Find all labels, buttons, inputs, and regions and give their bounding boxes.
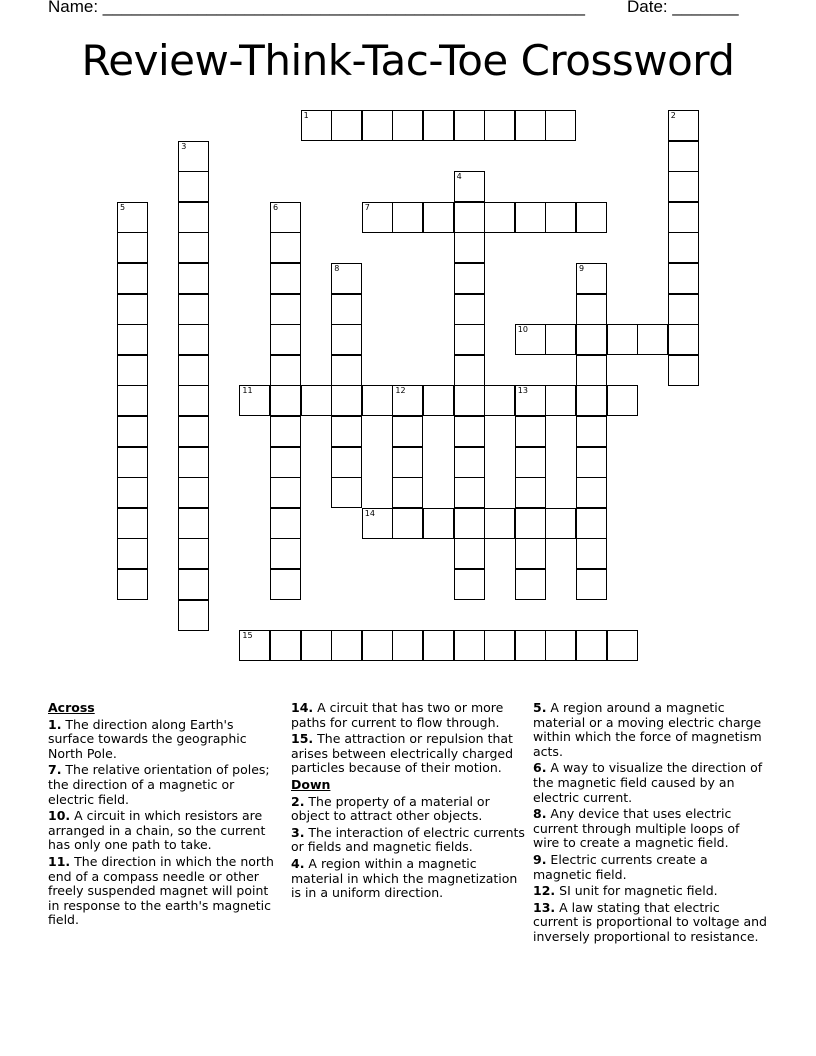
crossword-cell[interactable] <box>454 569 485 600</box>
clue-item-text: The direction in which the north end of a compass needle or other freely suspended magnet will point in response to the earth's magnetic field. <box>48 853 274 928</box>
clue-item-text: A region within a magnetic material in which the magnetization is in a uniform direction. <box>291 855 518 901</box>
crossword-cell[interactable] <box>331 447 362 478</box>
crossword-cell[interactable] <box>515 630 546 661</box>
crossword-cell[interactable] <box>515 324 546 355</box>
clue-number: 3 <box>181 141 187 151</box>
down-heading: Down <box>291 776 331 792</box>
crossword-cell[interactable] <box>178 171 209 202</box>
crossword-cell[interactable] <box>331 324 362 355</box>
crossword-cell[interactable] <box>576 385 607 416</box>
crossword-cell[interactable] <box>576 477 607 508</box>
crossword-cell[interactable] <box>484 385 515 416</box>
crossword-cell[interactable] <box>392 110 423 141</box>
crossword-cell[interactable] <box>117 202 148 233</box>
crossword-cell[interactable] <box>270 324 301 355</box>
clue-number: 13 <box>517 386 528 396</box>
clue-item-number: 10. <box>48 808 71 824</box>
clue-number: 15 <box>242 631 253 641</box>
crossword-cell[interactable] <box>392 630 423 661</box>
date-field-label: Date: _______ <box>627 0 739 16</box>
clue-item-number: 15. <box>291 731 314 747</box>
crossword-cell[interactable] <box>270 447 301 478</box>
crossword-cell[interactable] <box>423 385 454 416</box>
clue-item <box>291 701 526 730</box>
clue-item-text: The property of a material or object to attract other objects. <box>291 793 490 824</box>
crossword-cell[interactable] <box>270 385 301 416</box>
crossword-cell[interactable] <box>668 232 699 263</box>
crossword-cell[interactable] <box>270 355 301 386</box>
clue-item <box>533 884 768 899</box>
clue-item-number: 4. <box>291 855 305 871</box>
crossword-cell[interactable] <box>117 538 148 569</box>
clue-item-text: The direction along Earth's surface towards the geographic North Pole. <box>48 716 247 761</box>
crossword-cell[interactable] <box>392 508 423 539</box>
crossword-cell[interactable] <box>454 294 485 325</box>
crossword-cell[interactable] <box>668 110 699 141</box>
crossword-cell[interactable] <box>454 263 485 294</box>
clue-item-number: 6. <box>533 760 547 776</box>
crossword-cell[interactable] <box>545 110 576 141</box>
clue-item <box>533 701 768 759</box>
clue-item <box>291 826 526 855</box>
crossword-cell[interactable] <box>331 294 362 325</box>
crossword-cell[interactable] <box>545 202 576 233</box>
crossword-cell[interactable] <box>454 110 485 141</box>
crossword-cell[interactable] <box>117 569 148 600</box>
crossword-cell[interactable] <box>301 630 332 661</box>
crossword-cell[interactable] <box>668 263 699 294</box>
clue-item-number: 13. <box>533 899 556 915</box>
crossword-cell[interactable] <box>362 385 393 416</box>
clue-item <box>48 809 283 853</box>
clue-item-text: The interaction of electric currents or fields and magnetic fields. <box>291 824 525 855</box>
crossword-cell[interactable] <box>576 447 607 478</box>
clue-item-number: 3. <box>291 824 305 840</box>
clue-item-number: 1. <box>48 716 62 732</box>
crossword-cell[interactable] <box>178 141 209 172</box>
crossword-cell[interactable] <box>545 508 576 539</box>
crossword-cell[interactable] <box>331 110 362 141</box>
crossword-cell[interactable] <box>576 538 607 569</box>
page-title: Review-Think-Tac-Toe Crossword <box>81 36 735 85</box>
clue-item-text: Electric currents create a magnetic field. <box>533 851 708 882</box>
crossword-cell[interactable] <box>331 263 362 294</box>
clue-item-number: 5. <box>533 700 547 715</box>
clue-item-number: 14. <box>291 700 314 715</box>
crossword-cell[interactable] <box>423 110 454 141</box>
clue-item <box>48 718 283 762</box>
crossword-cell[interactable] <box>270 630 301 661</box>
crossword-cell[interactable] <box>454 324 485 355</box>
clue-column-2 <box>291 701 526 903</box>
clue-item <box>48 763 283 807</box>
name-field-label: Name: ___________________________________________________ <box>48 0 585 16</box>
clue-item <box>291 857 526 901</box>
crossword-cell[interactable] <box>454 508 485 539</box>
clue-item-text: A way to visualize the direction of the magnetic field caused by an electric current. <box>533 760 763 805</box>
across-heading: Across <box>48 700 95 715</box>
crossword-cell[interactable] <box>392 416 423 447</box>
crossword-cell[interactable] <box>515 202 546 233</box>
crossword-cell[interactable] <box>484 110 515 141</box>
crossword-cell[interactable] <box>576 263 607 294</box>
crossword-cell[interactable] <box>515 110 546 141</box>
crossword-cell[interactable] <box>331 355 362 386</box>
crossword-cell[interactable] <box>301 110 332 141</box>
crossword-cell[interactable] <box>545 324 576 355</box>
clue-number: 12 <box>395 386 406 396</box>
clue-number: 6 <box>273 202 279 212</box>
clue-item <box>533 901 768 945</box>
crossword-cell[interactable] <box>117 385 148 416</box>
crossword-cell[interactable] <box>178 600 209 631</box>
crossword-cell[interactable] <box>515 416 546 447</box>
crossword-cell[interactable] <box>392 477 423 508</box>
clue-number: 1 <box>303 111 309 120</box>
crossword-cell[interactable] <box>362 630 393 661</box>
crossword-cell[interactable] <box>331 416 362 447</box>
crossword-cell[interactable] <box>454 385 485 416</box>
crossword-cell[interactable] <box>117 447 148 478</box>
clue-item <box>48 855 283 928</box>
crossword-cell[interactable] <box>117 508 148 539</box>
clue-item-text: SI unit for magnetic field. <box>555 883 718 899</box>
crossword-cell[interactable] <box>270 538 301 569</box>
crossword-cell[interactable] <box>454 538 485 569</box>
clue-column-3 <box>533 701 768 947</box>
crossword-cell[interactable] <box>362 202 393 233</box>
clue-item-text: A circuit that has two or more paths for current to flow through. <box>291 700 504 730</box>
crossword-cell[interactable] <box>515 538 546 569</box>
crossword-cell[interactable] <box>515 385 546 416</box>
crossword-cell[interactable] <box>607 385 638 416</box>
crossword-cell[interactable] <box>576 202 607 233</box>
crossword-cell[interactable] <box>331 630 362 661</box>
crossword-cell[interactable] <box>515 508 546 539</box>
crossword-cell[interactable] <box>576 416 607 447</box>
crossword-cell[interactable] <box>515 447 546 478</box>
crossword-cell[interactable] <box>484 508 515 539</box>
crossword-cell[interactable] <box>117 355 148 386</box>
crossword-cell[interactable] <box>270 569 301 600</box>
clue-item-number: 7. <box>48 762 62 778</box>
crossword-cell[interactable] <box>668 202 699 233</box>
crossword-cell[interactable] <box>668 355 699 386</box>
crossword-cell[interactable] <box>576 355 607 386</box>
crossword-cell[interactable] <box>668 324 699 355</box>
clue-column-1 <box>48 701 283 930</box>
crossword-cell[interactable] <box>454 171 485 202</box>
crossword-cell[interactable] <box>178 324 209 355</box>
crossword-cell[interactable] <box>637 324 668 355</box>
clue-number: 2 <box>670 111 676 120</box>
clue-item-text: Any device that uses electric current through multiple loops of wire to create a magnetic field. <box>533 806 740 851</box>
crossword-cell[interactable] <box>423 202 454 233</box>
crossword-cell[interactable] <box>423 630 454 661</box>
crossword-cell[interactable] <box>668 171 699 202</box>
crossword-cell[interactable] <box>178 263 209 294</box>
crossword-cell[interactable] <box>178 202 209 233</box>
crossword-cell[interactable] <box>178 385 209 416</box>
clue-item-number: 8. <box>533 806 547 822</box>
clue-item-number: 12. <box>533 883 556 899</box>
clue-item-number: 2. <box>291 793 305 809</box>
crossword-cell[interactable] <box>117 416 148 447</box>
crossword-cell[interactable] <box>576 324 607 355</box>
clue-number: 8 <box>334 264 340 273</box>
clue-number: 10 <box>517 325 528 335</box>
crossword-cell[interactable] <box>545 630 576 661</box>
crossword-cell[interactable] <box>178 508 209 539</box>
crossword-cell[interactable] <box>362 110 393 141</box>
crossword-cell[interactable] <box>117 232 148 263</box>
clue-item-text: The attraction or repulsion that arises between electrically charged particles because of their motion. <box>291 731 514 776</box>
crossword-cell[interactable] <box>362 508 393 539</box>
clue-number: 14 <box>364 508 375 518</box>
clue-item <box>291 795 526 824</box>
crossword-cell[interactable] <box>454 416 485 447</box>
clue-item-number: 11. <box>48 853 71 869</box>
crossword-cell[interactable] <box>178 232 209 263</box>
crossword-cell[interactable] <box>607 324 638 355</box>
crossword-cell[interactable] <box>178 569 209 600</box>
crossword-cell[interactable] <box>178 294 209 325</box>
crossword-cell[interactable] <box>178 416 209 447</box>
crossword-cell[interactable] <box>239 385 270 416</box>
crossword-cell[interactable] <box>454 232 485 263</box>
crossword-cell[interactable] <box>454 202 485 233</box>
crossword-cell[interactable] <box>270 477 301 508</box>
crossword-cell[interactable] <box>576 294 607 325</box>
clue-number: 9 <box>579 264 585 273</box>
clue-item <box>533 761 768 805</box>
clue-number: 5 <box>120 202 126 212</box>
crossword-cell[interactable] <box>454 355 485 386</box>
crossword-cell[interactable] <box>576 569 607 600</box>
crossword-cell[interactable] <box>392 202 423 233</box>
crossword-cell[interactable] <box>668 294 699 325</box>
crossword-cell[interactable] <box>270 294 301 325</box>
crossword-cell[interactable] <box>392 385 423 416</box>
crossword-cell[interactable] <box>515 477 546 508</box>
clue-number: 11 <box>242 386 253 396</box>
crossword-cell[interactable] <box>484 202 515 233</box>
crossword-cell[interactable] <box>576 630 607 661</box>
crossword-cell[interactable] <box>423 508 454 539</box>
crossword-cell[interactable] <box>178 447 209 478</box>
crossword-cell[interactable] <box>270 202 301 233</box>
crossword-cell[interactable] <box>117 294 148 325</box>
clue-item <box>291 732 526 776</box>
crossword-cell[interactable] <box>239 630 270 661</box>
crossword-cell[interactable] <box>515 569 546 600</box>
crossword-cell[interactable] <box>270 263 301 294</box>
crossword-cell[interactable] <box>270 508 301 539</box>
crossword-cell[interactable] <box>392 447 423 478</box>
crossword-cell[interactable] <box>454 630 485 661</box>
crossword-cell[interactable] <box>178 538 209 569</box>
clue-item-text: A region around a magnetic material or a moving electric charge within which the force of magnetism acts. <box>533 700 762 759</box>
crossword-cell[interactable] <box>178 477 209 508</box>
clue-item-text: A law stating that electric current is proportional to voltage and inversely proportional to resistance. <box>533 899 767 944</box>
clue-item-number: 9. <box>533 851 547 867</box>
crossword-cell[interactable] <box>270 416 301 447</box>
clue-number: 4 <box>456 172 462 182</box>
crossword-cell[interactable] <box>117 324 148 355</box>
clue-item-text: A circuit in which resistors are arranged in a chain, so the current has only one path to take. <box>48 808 266 853</box>
crossword-cell[interactable] <box>484 630 515 661</box>
crossword-cell[interactable] <box>668 141 699 172</box>
crossword-cell[interactable] <box>454 477 485 508</box>
crossword-cell[interactable] <box>607 630 638 661</box>
crossword-cell[interactable] <box>178 355 209 386</box>
crossword-cell[interactable] <box>454 447 485 478</box>
crossword-cell[interactable] <box>117 263 148 294</box>
crossword-cell[interactable] <box>576 508 607 539</box>
clue-item <box>533 807 768 851</box>
crossword-cell[interactable] <box>545 385 576 416</box>
clue-item <box>533 853 768 882</box>
crossword-cell[interactable] <box>117 477 148 508</box>
clue-item-text: The relative orientation of poles; the direction of a magnetic or electric field. <box>48 762 270 807</box>
crossword-cell[interactable] <box>270 232 301 263</box>
crossword-cell[interactable] <box>301 385 332 416</box>
crossword-cell[interactable] <box>331 477 362 508</box>
crossword-cell[interactable] <box>331 385 362 416</box>
clue-number: 7 <box>364 202 370 212</box>
